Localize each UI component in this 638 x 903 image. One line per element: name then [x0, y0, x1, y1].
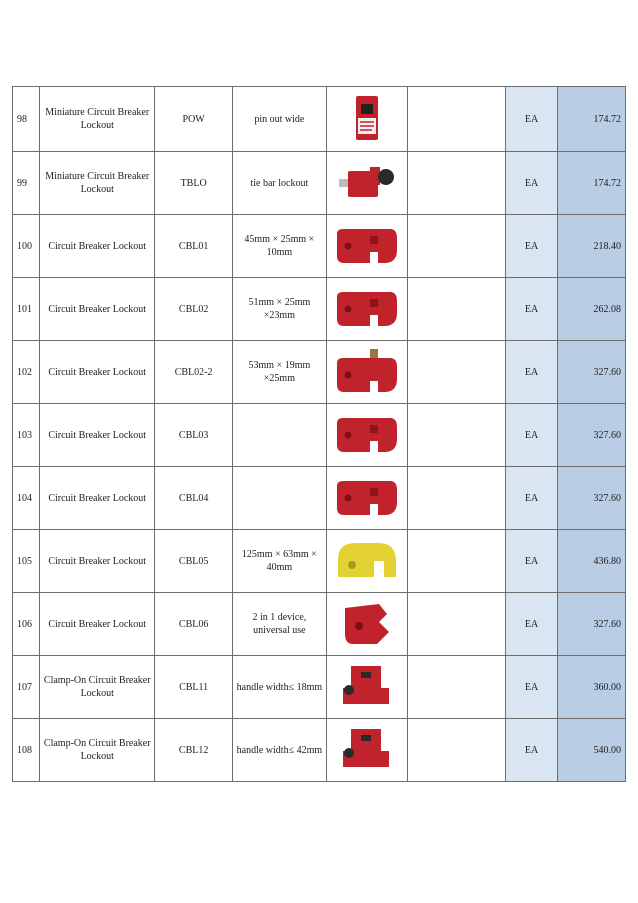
table-row: [13, 87, 626, 152]
empty-cell: [407, 87, 505, 152]
clamp-on-lockout-image: [339, 725, 395, 775]
unit: EA: [506, 656, 558, 719]
empty-cell: [407, 593, 505, 656]
specification: [233, 467, 326, 530]
product-image: [326, 656, 407, 719]
model-code: CBL02-2: [155, 341, 233, 404]
item-number: 101: [13, 278, 40, 341]
empty-cell: [407, 404, 505, 467]
table-row: [13, 215, 626, 278]
unit: EA: [506, 87, 558, 152]
unit: EA: [506, 215, 558, 278]
breaker-lockout-screw-image: [334, 349, 400, 395]
product-name: Clamp-On Circuit Breaker Lockout: [40, 656, 155, 719]
empty-cell: [407, 341, 505, 404]
price: 540.00: [557, 719, 625, 782]
price: 327.60: [557, 593, 625, 656]
price: 360.00: [557, 656, 625, 719]
table-row: [13, 341, 626, 404]
model-code: CBL06: [155, 593, 233, 656]
table-row: [13, 404, 626, 467]
unit: EA: [506, 341, 558, 404]
item-number: 100: [13, 215, 40, 278]
unit: EA: [506, 467, 558, 530]
item-number: 106: [13, 593, 40, 656]
empty-cell: [407, 656, 505, 719]
item-number: 103: [13, 404, 40, 467]
unit: EA: [506, 530, 558, 593]
product-image: [326, 215, 407, 278]
item-number: 108: [13, 719, 40, 782]
product-name: Circuit Breaker Lockout: [40, 467, 155, 530]
tie-bar-lockout-image: [336, 163, 398, 203]
empty-cell: [407, 152, 505, 215]
model-code: CBL01: [155, 215, 233, 278]
model-code: CBL11: [155, 656, 233, 719]
product-name: Circuit Breaker Lockout: [40, 593, 155, 656]
model-code: CBL04: [155, 467, 233, 530]
product-name: Circuit Breaker Lockout: [40, 404, 155, 467]
item-number: 107: [13, 656, 40, 719]
model-code: CBL05: [155, 530, 233, 593]
specification: pin out wide: [233, 87, 326, 152]
table-row: [13, 593, 626, 656]
item-number: 99: [13, 152, 40, 215]
price: 327.60: [557, 467, 625, 530]
product-image: [326, 341, 407, 404]
model-code: CBL02: [155, 278, 233, 341]
empty-cell: [407, 467, 505, 530]
specification: tie bar lockout: [233, 152, 326, 215]
empty-cell: [407, 530, 505, 593]
unit: EA: [506, 404, 558, 467]
specification: 45mm × 25mm × 10mm: [233, 215, 326, 278]
unit: EA: [506, 278, 558, 341]
product-image: [326, 719, 407, 782]
unit: EA: [506, 152, 558, 215]
product-name: Miniature Circuit Breaker Lockout: [40, 152, 155, 215]
table-row: [13, 278, 626, 341]
price: 327.60: [557, 341, 625, 404]
product-name: Miniature Circuit Breaker Lockout: [40, 87, 155, 152]
price: 262.08: [557, 278, 625, 341]
model-code: POW: [155, 87, 233, 152]
unit: EA: [506, 593, 558, 656]
product-name: Circuit Breaker Lockout: [40, 530, 155, 593]
pin-out-lockout-image: [351, 94, 383, 144]
specification: 51mm × 25mm ×23mm: [233, 278, 326, 341]
product-image: [326, 530, 407, 593]
specification: 2 in 1 device, universal use: [233, 593, 326, 656]
breaker-lockout-image: [334, 289, 400, 329]
yellow-breaker-lockout-image: [334, 537, 400, 585]
specification: handle width≤ 18mm: [233, 656, 326, 719]
specification: 125mm × 63mm × 40mm: [233, 530, 326, 593]
price: 174.72: [557, 87, 625, 152]
product-image: [326, 593, 407, 656]
product-name: Circuit Breaker Lockout: [40, 215, 155, 278]
price: 436.80: [557, 530, 625, 593]
price: 218.40: [557, 215, 625, 278]
product-image: [326, 87, 407, 152]
specification: handle width≤ 42mm: [233, 719, 326, 782]
product-image: [326, 278, 407, 341]
unit: EA: [506, 719, 558, 782]
table-row: [13, 152, 626, 215]
table-row: [13, 467, 626, 530]
product-name: Clamp-On Circuit Breaker Lockout: [40, 719, 155, 782]
breaker-lockout-image: [334, 226, 400, 266]
price: 174.72: [557, 152, 625, 215]
model-code: CBL12: [155, 719, 233, 782]
model-code: CBL03: [155, 404, 233, 467]
item-number: 102: [13, 341, 40, 404]
universal-lockout-image: [339, 600, 395, 648]
specification: [233, 404, 326, 467]
product-name: Circuit Breaker Lockout: [40, 341, 155, 404]
breaker-lockout-image: [334, 478, 400, 518]
price: 327.60: [557, 404, 625, 467]
empty-cell: [407, 719, 505, 782]
item-number: 98: [13, 87, 40, 152]
product-table: [12, 86, 626, 782]
clamp-on-lockout-image: [339, 662, 395, 712]
model-code: TBLO: [155, 152, 233, 215]
table-row: [13, 656, 626, 719]
breaker-lockout-image: [334, 415, 400, 455]
product-image: [326, 467, 407, 530]
product-image: [326, 404, 407, 467]
item-number: 105: [13, 530, 40, 593]
empty-cell: [407, 215, 505, 278]
table-row: [13, 719, 626, 782]
empty-cell: [407, 278, 505, 341]
product-image: [326, 152, 407, 215]
table-row: [13, 530, 626, 593]
item-number: 104: [13, 467, 40, 530]
specification: 53mm × 19mm ×25mm: [233, 341, 326, 404]
product-name: Circuit Breaker Lockout: [40, 278, 155, 341]
